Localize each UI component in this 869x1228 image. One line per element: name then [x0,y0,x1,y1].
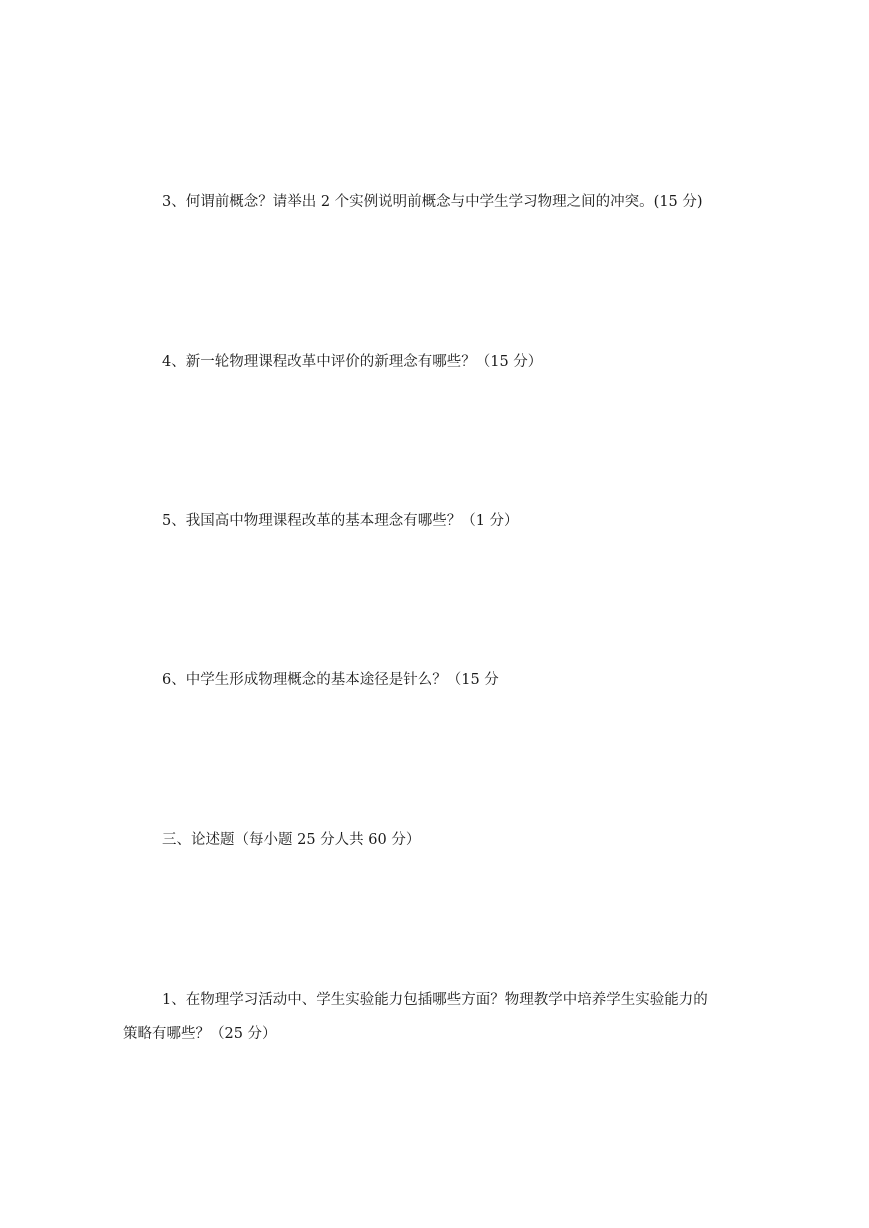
essay-question-1-line-1: 1、在物理学习活动中、学生实验能力包插哪些方面？物理教学中培养学生实验能力的 [162,992,708,1008]
section-three-heading: 三、论述题（每小题 25 分人共 60 分） [162,832,421,848]
question-3: 3、何谓前概念？请举出 2 个实例说明前概念与中学生学习物理之间的冲突。(15 分) [162,194,703,210]
question-6: 6、中学生形成物理概念的基本途径是针么？（15 分 [162,672,499,688]
question-4: 4、新一轮物理课程改革中评价的新理念有哪些？（15 分） [162,354,543,370]
question-5: 5、我国高中物理课程改革的基本理念有哪些？（1 分） [162,513,519,529]
essay-question-1-line-2: 策略有哪些？（25 分） [123,1026,277,1042]
